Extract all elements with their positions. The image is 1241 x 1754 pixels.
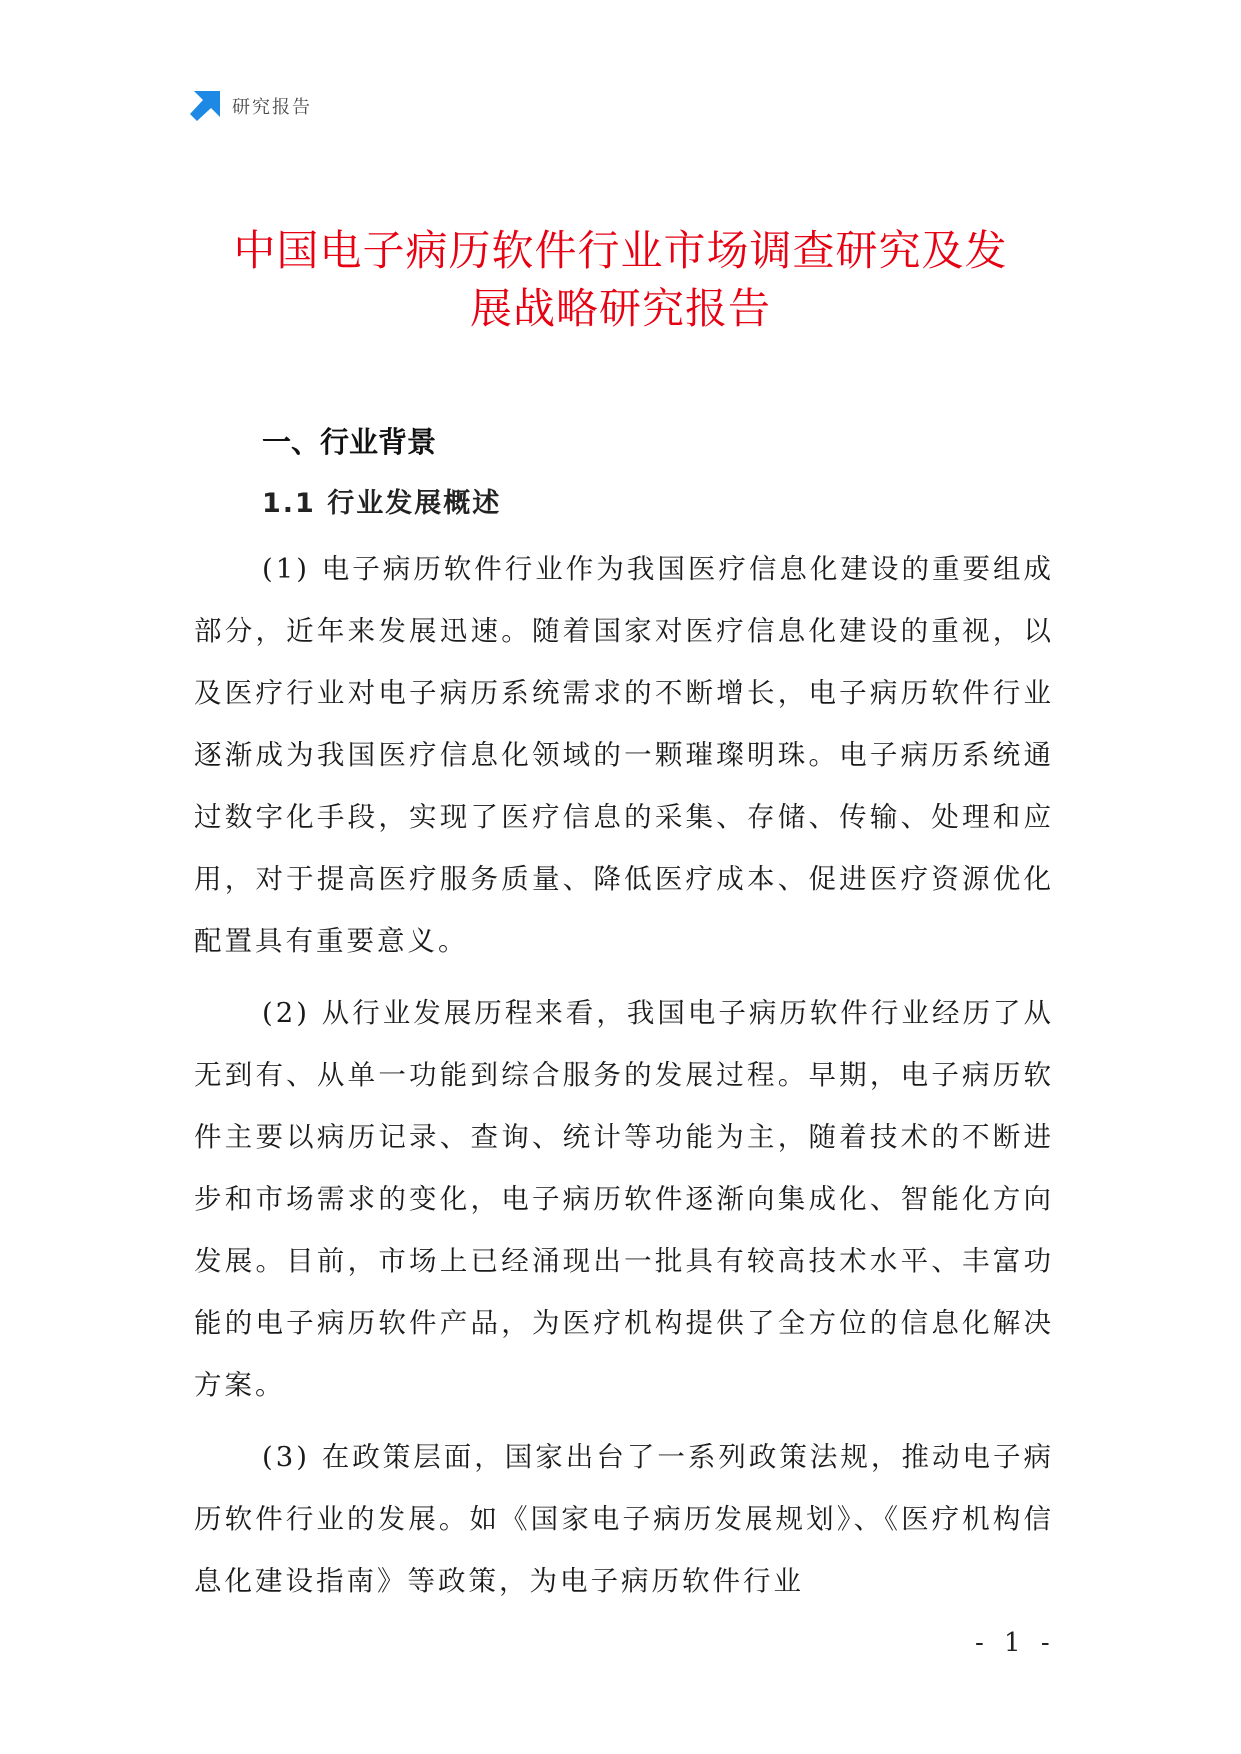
paragraph-3: (3) 在政策层面，国家出台了一系列政策法规，推动电子病历软件行业的发展。如《国家电子病历发展规划》、《医疗机构信息化建设指南》等政策，为电子病历软件行业 [194, 1441, 1054, 1597]
subsection-heading: 1.1 行业发展概述 [262, 488, 502, 519]
report-title [170, 222, 1071, 338]
document-header [190, 88, 312, 124]
report-title-line-2: 展战略研究报告 [469, 284, 771, 333]
report-title-line-1: 中国电子病历软件行业市场调查研究及发 [233, 226, 1008, 275]
paragraph-1: (1) 电子病历软件行业作为我国医疗信息化建设的重要组成部分，近年来发展迅速。随着国家对医疗信息化建设的重视，以及医疗行业对电子病历系统需求的不断增长，电子病历软件行业逐渐成为我国医疗信息化领域的一颗璀璨明珠。电子病历系统通过数字化手段，实现了医疗信息的采集、存储、传输、处理和应用，对于提高医疗服务质量、降低医疗成本、促进医疗资源优化配置具有重要意义。 [194, 553, 1054, 957]
arrow-logo-icon [190, 91, 220, 121]
header-label: 研究报告 [232, 97, 312, 118]
paragraph-2: (2) 从行业发展历程来看，我国电子病历软件行业经历了从无到有、从单一功能到综合服务的发展过程。早期，电子病历软件主要以病历记录、查询、统计等功能为主，随着技术的不断进步和市场需求的变化，电子病历软件逐渐向集成化、智能化方向发展。目前，市场上已经涌现出一批具有较高技术水平、丰富功能的电子病历软件产品，为医疗机构提供了全方位的信息化解决方案。 [194, 997, 1054, 1401]
document-body [194, 418, 1054, 1612]
section-heading: 一、行业背景 [262, 425, 437, 459]
page-number: - 1 - [975, 1628, 1056, 1658]
